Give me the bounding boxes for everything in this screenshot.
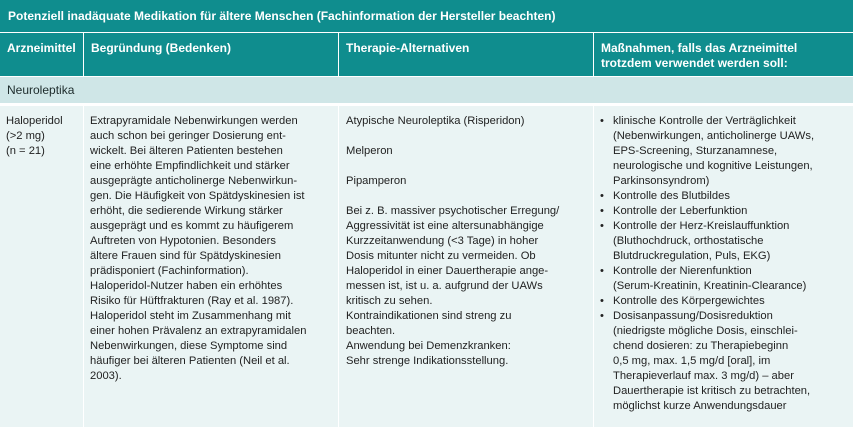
- reason-line: Haloperidol steht im Zusammenhang mit: [90, 310, 291, 322]
- section-neuroleptika: Neuroleptika: [0, 77, 853, 103]
- alternative-line: Anwendung bei Demenzkranken:: [346, 340, 511, 352]
- measure-item: [600, 189, 847, 204]
- header-massnahmen-line2: trotzdem verwendet werden soll:: [601, 56, 788, 70]
- header-divider: [593, 33, 594, 76]
- reason-line: ältere Frauen sind für Spätdyskinesien: [90, 250, 281, 262]
- bullet-icon: •: [600, 205, 604, 217]
- measure-line: 0,5 mg, max. 1,5 mg/d [oral], im: [613, 355, 771, 367]
- reason-line: erhöht, die sedierende Wirkung stärker: [90, 205, 283, 217]
- header-divider: [83, 33, 84, 76]
- alternative-line: Sehr strenge Indikationsstellung.: [346, 355, 509, 367]
- alternative-line: Haloperidol in einer Dauertherapie ange-: [346, 265, 549, 277]
- reason-line: auch schon bei geringer Dosierung ent-: [90, 130, 286, 142]
- reason-line: 2003).: [90, 370, 122, 382]
- header-arzneimittel: Arzneimittel: [7, 41, 76, 55]
- bullet-icon: •: [600, 295, 604, 307]
- alternative-item: Atypische Neuroleptika (Risperidon): [346, 115, 525, 127]
- measure-line: Kontrolle der Leberfunktion: [613, 205, 748, 217]
- alternative-line: Dosis mitunter nicht zu vermeiden. Ob: [346, 250, 536, 262]
- alternative-item: Pipamperon: [346, 175, 407, 187]
- measure-line: Kontrolle der Herz-Kreislauffunktion: [613, 220, 790, 232]
- reason-line: prädisponiert (Fachinformation).: [90, 265, 249, 277]
- header-massnahmen-line1: Maßnahmen, falls das Arzneimittel: [601, 41, 798, 55]
- measure-item: [600, 309, 847, 414]
- cell-drug: [0, 106, 83, 427]
- measure-line: Dauertherapie ist kritisch zu betrachten,: [613, 385, 811, 397]
- table-header-row: [0, 33, 853, 76]
- measure-line: (Nebenwirkungen, anticholinerge UAWs,: [613, 130, 815, 142]
- measure-line: Dosisanpassung/Dosisreduktion: [613, 310, 773, 322]
- measure-line: chend dosieren: zu Therapiebeginn: [613, 340, 789, 352]
- measure-line: klinische Kontrolle der Verträglichkeit: [613, 115, 796, 127]
- alternative-line: beachten.: [346, 325, 396, 337]
- header-therapie-alternativen: Therapie-Alternativen: [346, 41, 470, 55]
- measure-item: [600, 204, 847, 219]
- measure-line: möglichst kurze Anwendungsdauer: [613, 400, 787, 412]
- measure-item: [600, 264, 847, 294]
- reason-line: Risiko für Hüftfrakturen (Ray et al. 1987).: [90, 295, 294, 307]
- measure-line: (niedrigste mögliche Dosis, einschlei-: [613, 325, 798, 337]
- alternative-line: kritisch zu sehen.: [346, 295, 433, 307]
- measure-line: (Bluthochdruck, orthostatische: [613, 235, 764, 247]
- reason-line: eine erhöhte Empfindlichkeit und stärker: [90, 160, 290, 172]
- measure-line: Blutdruckregulation, Puls, EKG): [613, 250, 771, 262]
- measure-line: (Serum-Kreatinin, Kreatinin-Clearance): [613, 280, 807, 292]
- cell-measures: [594, 106, 853, 427]
- measure-line: Kontrolle der Nierenfunktion: [613, 265, 752, 277]
- measures-list: [600, 114, 847, 414]
- reason-line: Extrapyramidale Nebenwirkungen werden: [90, 115, 298, 127]
- header-divider: [338, 33, 339, 76]
- bullet-icon: •: [600, 220, 604, 232]
- reason-line: einer hohen Prävalenz an extrapyramidalen: [90, 325, 307, 337]
- reason-line: häufiger bei älteren Patienten (Neil et al.: [90, 355, 290, 367]
- reason-line: gen. Die Häufigkeit von Spätdyskinesien ist: [90, 190, 305, 202]
- measure-line: Parkinsonsyndrom): [613, 175, 710, 187]
- alternative-line: Kurzzeitanwendung (<3 Tage) in hoher: [346, 235, 539, 247]
- bullet-icon: •: [600, 310, 604, 322]
- measure-item: [600, 294, 847, 309]
- alternative-line: messen ist, ist u. a. aufgrund der UAWs: [346, 280, 543, 292]
- header-massnahmen: [594, 33, 853, 76]
- drug-dose: (>2 mg): [6, 130, 45, 142]
- reason-line: Nebenwirkungen, diese Symptome sind: [90, 340, 288, 352]
- measure-line: EPS-Screening, Sturzanamnese,: [613, 145, 778, 157]
- drug-name: Haloperidol: [6, 115, 63, 127]
- alternative-line: Bei z. B. massiver psychotischer Erregung/: [346, 205, 560, 217]
- cell-reason: [84, 106, 338, 427]
- reason-line: ausgeprägt und es kommt zu häufigerem: [90, 220, 294, 232]
- measure-line: Therapieverlauf max. 3 mg/d) – aber: [613, 370, 794, 382]
- bullet-icon: •: [600, 115, 604, 127]
- table-row: [0, 106, 853, 427]
- alternative-line: Aggressivität ist eine altersunabhängige: [346, 220, 544, 232]
- measure-item: [600, 219, 847, 264]
- measure-item: [600, 114, 847, 189]
- alternative-line: Kontraindikationen sind streng zu: [346, 310, 512, 322]
- header-begruendung: Begründung (Bedenken): [91, 41, 231, 55]
- reason-line: wickelt. Bei älteren Patienten bestehen: [90, 145, 283, 157]
- bullet-icon: •: [600, 190, 604, 202]
- alternative-item: Melperon: [346, 145, 393, 157]
- table-title: Potenziell inadäquate Medikation für ältere Menschen (Fachinformation der Hersteller beachten): [0, 0, 853, 32]
- reason-line: Auftreten von Hypotonien. Besonders: [90, 235, 276, 247]
- measure-line: Kontrolle des Körpergewichtes: [613, 295, 765, 307]
- bullet-icon: •: [600, 265, 604, 277]
- reason-line: ausgeprägte anticholinerge Nebenwirkun-: [90, 175, 298, 187]
- cell-alternatives: [339, 106, 593, 427]
- reason-line: Haloperidol-Nutzer haben ein erhöhtes: [90, 280, 283, 292]
- measure-line: neurologische und kognitive Leistungen,: [613, 160, 813, 172]
- measure-line: Kontrolle des Blutbildes: [613, 190, 730, 202]
- drug-count: (n = 21): [6, 145, 45, 157]
